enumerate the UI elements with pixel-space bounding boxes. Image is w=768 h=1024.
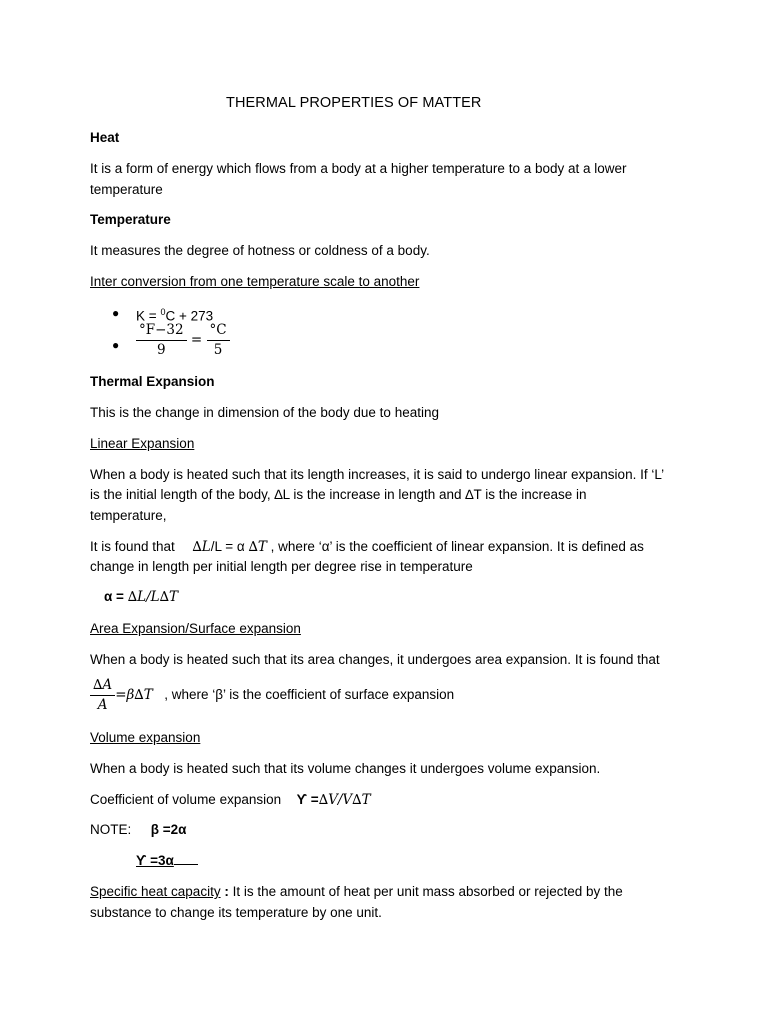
- linear-expansion-formula-line: [90, 536, 644, 558]
- fahrenheit-formula: [136, 322, 230, 359]
- heat-definition-line-1: It is a form of energy which flows from a body at a higher temperature to a body at a lower: [90, 161, 627, 176]
- alpha-formula: [104, 586, 178, 608]
- volume-coefficient-line: [90, 789, 371, 811]
- fahrenheit-denominator: 9: [157, 342, 166, 358]
- fahrenheit-fraction: [136, 322, 187, 359]
- linear-expansion-line-3: temperature,: [90, 508, 167, 523]
- delta-t-symbol: ∆T: [248, 539, 267, 555]
- area-expansion-line-1: When a body is heated such that its area changes, it undergoes area expansion. It is found that: [90, 652, 660, 667]
- bullet-icon: ●: [112, 306, 120, 320]
- note-gamma-line: [136, 850, 198, 871]
- gamma-symbol: ϒ =: [296, 792, 319, 807]
- alpha-prefix: α =: [104, 589, 124, 604]
- temperature-heading: Temperature: [90, 212, 171, 227]
- area-formula-suffix: , where ‘β’ is the coefficient of surface expansion: [164, 687, 455, 703]
- interconversion-heading: Inter conversion from one temperature scale to another: [90, 274, 420, 289]
- volume-coefficient-prefix: Coefficient of volume expansion: [90, 792, 282, 807]
- found-prefix: It is found that: [90, 539, 175, 554]
- linear-expansion-line-5: change in length per initial length per degree rise in temperature: [90, 559, 473, 574]
- linear-expansion-heading: Linear Expansion: [90, 436, 195, 451]
- specific-heat-definition-1: It is the amount of heat per unit mass absorbed or rejected by the: [232, 884, 623, 899]
- bullet-icon: ●: [112, 338, 120, 352]
- temperature-definition: It measures the degree of hotness or coldness of a body.: [90, 243, 430, 258]
- area-fraction: [90, 677, 115, 714]
- kelvin-equals: =: [148, 308, 157, 324]
- volume-expansion-heading: Volume expansion: [90, 730, 201, 745]
- specific-heat-colon: :: [220, 884, 233, 899]
- volume-coefficient-expression: ∆V/V∆T: [318, 792, 371, 808]
- celsius-fraction: [207, 322, 230, 359]
- kelvin-celsius-term: C + 273: [165, 308, 214, 324]
- specific-heat-line-2: substance to change its temperature by one unit.: [90, 905, 382, 920]
- specific-heat-heading: Specific heat capacity: [90, 884, 221, 899]
- volume-expansion-line-1: When a body is heated such that its volume changes it undergoes volume expansion.: [90, 761, 601, 776]
- note-line: [90, 819, 186, 840]
- specific-heat-line-1: [90, 881, 623, 902]
- degree-superscript: 0: [160, 307, 166, 317]
- linear-formula-suffix: , where ‘α’ is the coefficient of linear expansion. It is defined as: [270, 539, 644, 554]
- thermal-expansion-heading: Thermal Expansion: [90, 374, 215, 389]
- underline-tail: [174, 852, 198, 865]
- heat-heading: Heat: [90, 130, 120, 145]
- delta-l-symbol: ∆L: [192, 539, 211, 555]
- fahrenheit-numerator: °F−32: [136, 322, 187, 341]
- celsius-numerator: °C: [207, 322, 230, 341]
- area-fraction-denominator: A: [97, 697, 108, 713]
- linear-expansion-line-1: When a body is heated such that its length increases, it is said to undergo linear expansion. If ‘L’: [90, 467, 665, 482]
- alpha-expression: ∆L/L∆T: [127, 589, 179, 605]
- note-label: NOTE:: [90, 822, 132, 837]
- area-fraction-numerator: ∆A: [90, 677, 115, 696]
- area-expansion-heading: Area Expansion/Surface expansion: [90, 621, 301, 636]
- area-formula-rhs: =β∆T: [115, 687, 153, 704]
- page-title: THERMAL PROPERTIES OF MATTER: [226, 95, 482, 111]
- note-beta-relation: β =2α: [150, 822, 187, 837]
- note-gamma-relation: ϒ =3α: [136, 853, 174, 868]
- area-expansion-formula-line: [90, 677, 454, 714]
- kelvin-symbol: K: [136, 308, 146, 324]
- heat-definition-line-2: temperature: [90, 182, 163, 197]
- linear-formula-middle: /L = α: [210, 539, 245, 554]
- thermal-expansion-definition: This is the change in dimension of the body due to heating: [90, 405, 439, 420]
- celsius-denominator: 5: [213, 342, 223, 358]
- linear-expansion-line-2: is the initial length of the body, ∆L is the increase in length and ∆T is the increase in: [90, 487, 587, 502]
- fahrenheit-equals: =: [190, 332, 203, 348]
